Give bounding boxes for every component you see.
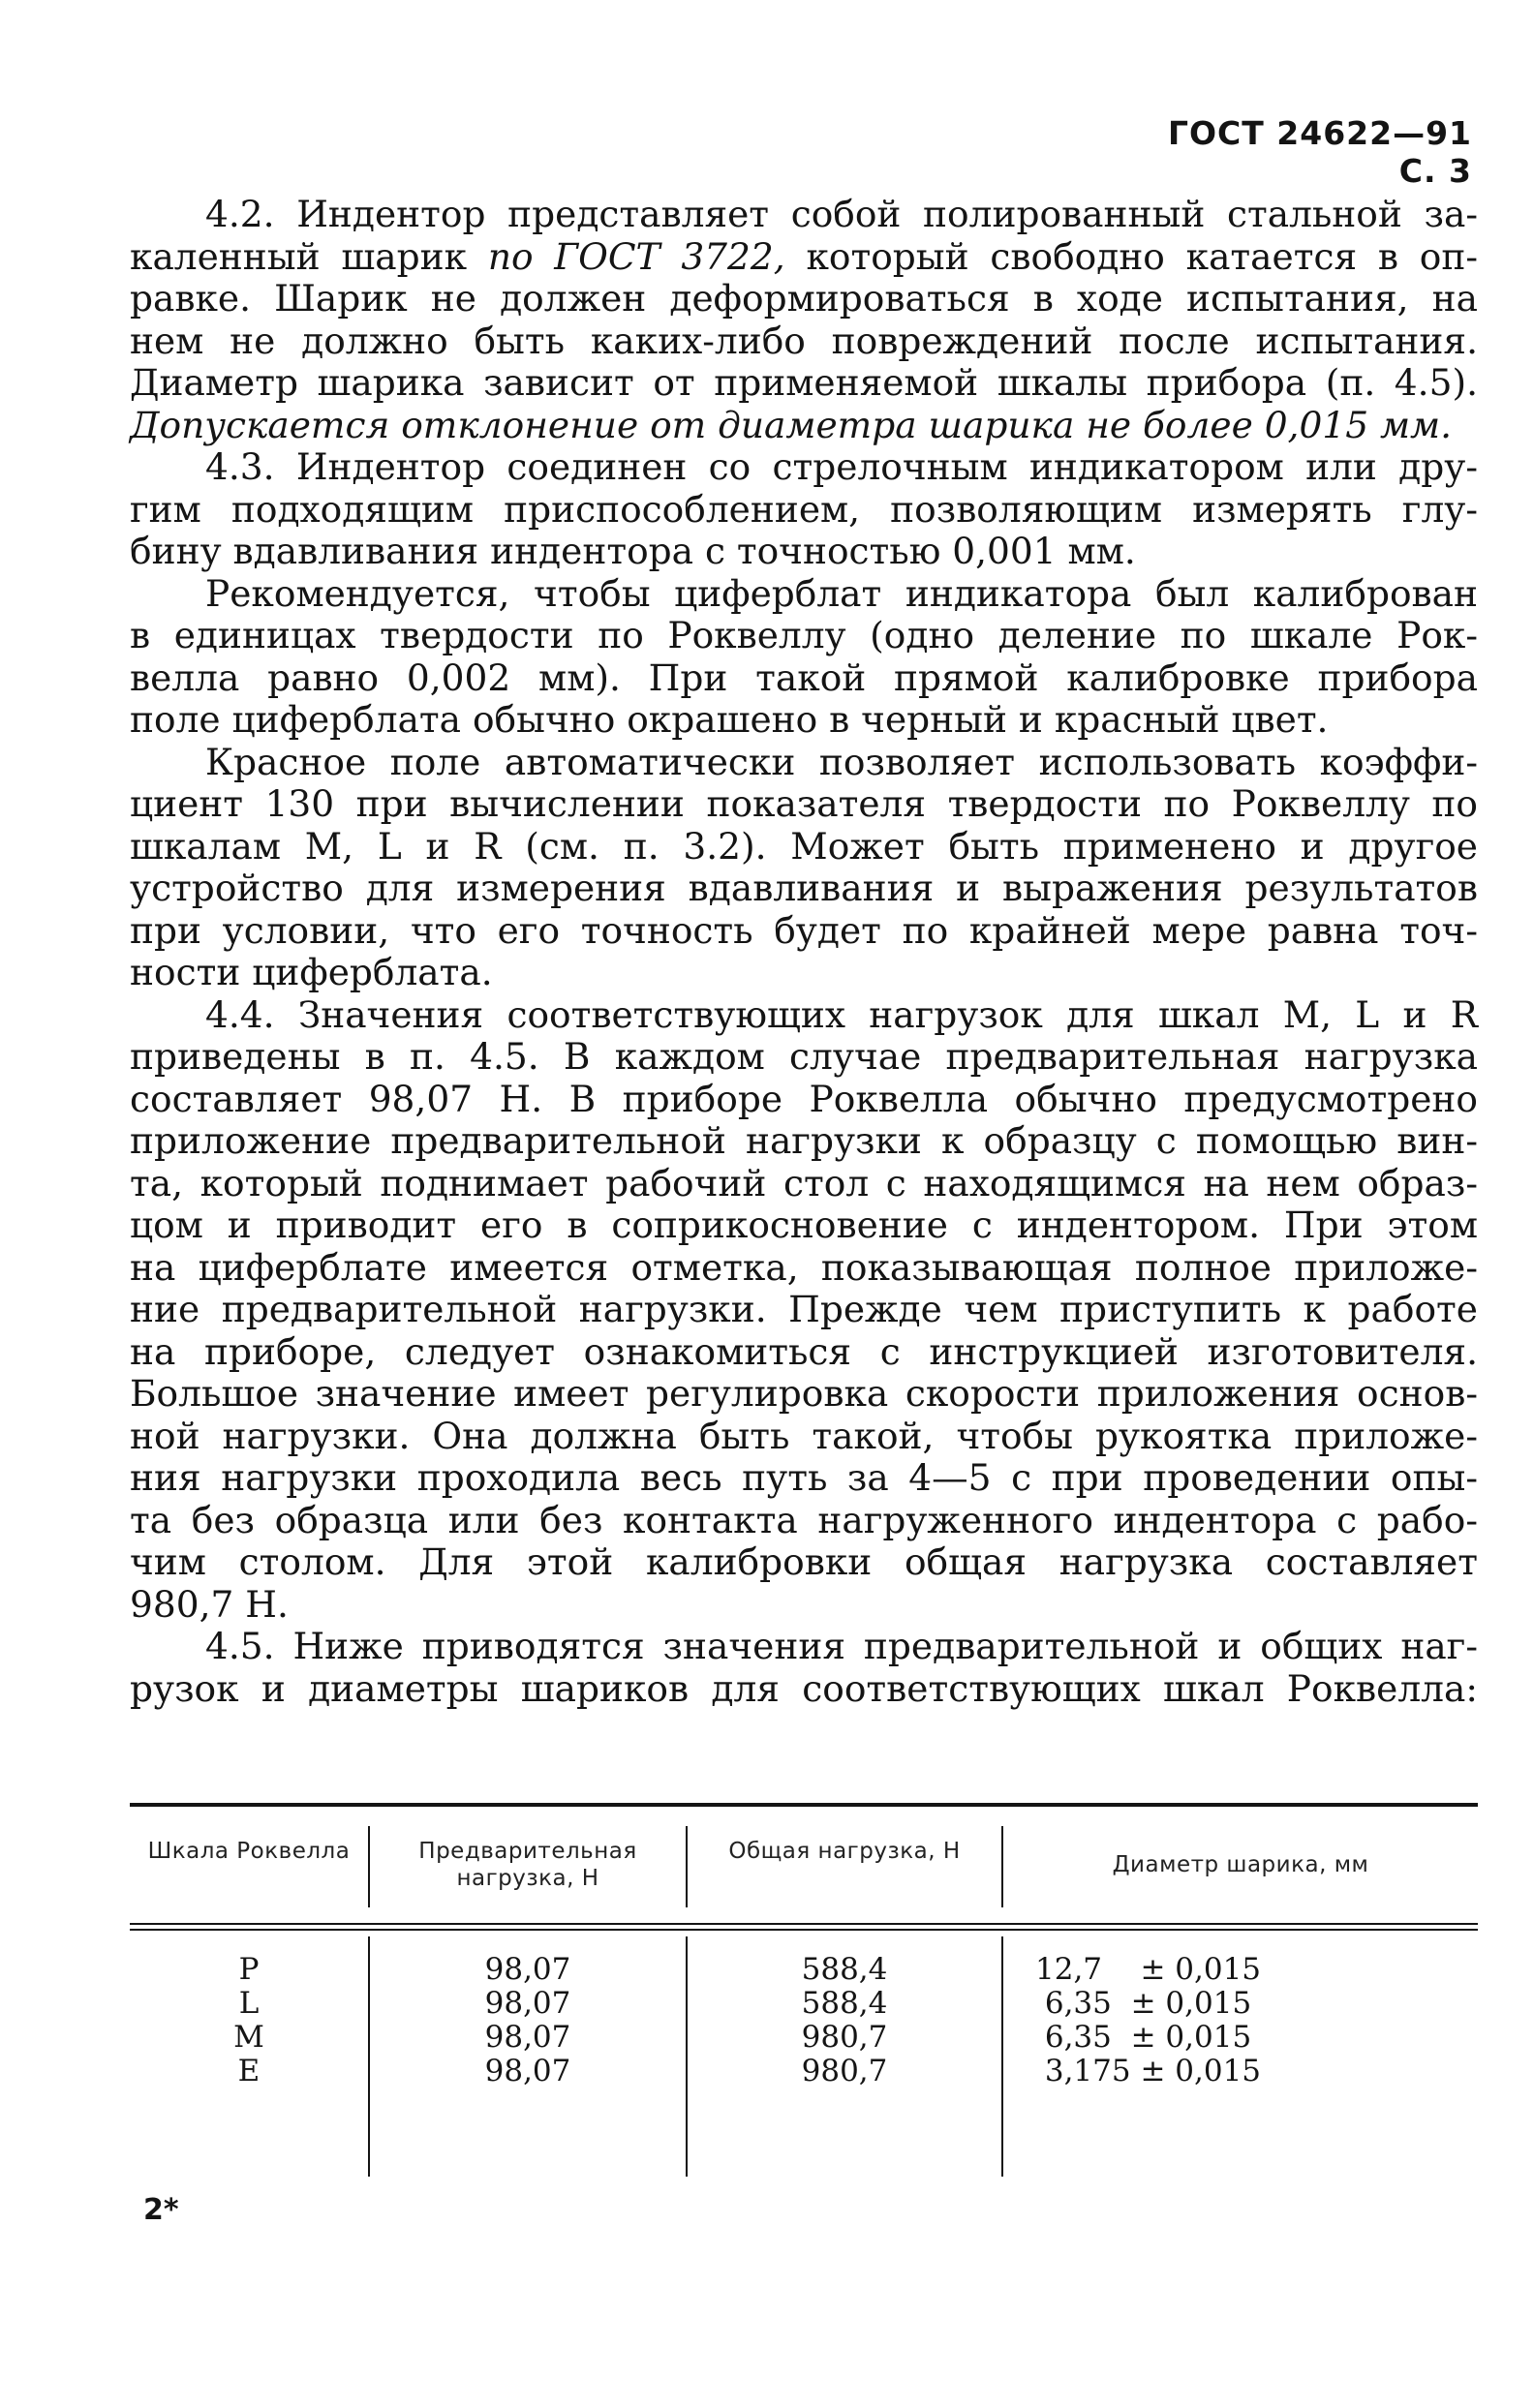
table-header-rule [130,1929,1478,1931]
text-line: каленный шарик по ГОСТ 3722, который свободно катается в оп- [130,234,1479,278]
text-line: поле циферблата обычно окрашено в черный и красный цвет. [130,698,1329,741]
text-line: шкалам M, L и R (см. п. 3.2). Может быть применено и другое [130,824,1478,868]
cell-total-load: 588,4 [801,1952,888,1987]
table-body [130,1953,1478,2088]
cell-preload: 98,07 [484,1952,571,1987]
cell-ball-diameter: 12,7 ± 0,015 [1035,1952,1262,1987]
text-line: в единицах твердости по Роквеллу (одно деление по шкале Рок- [130,614,1478,656]
text-line: гим подходящим приспособлением, позволяющим измерять глу- [130,487,1478,531]
text-line: 4.3. Индентор соединен со стрелочным индикатором или дру- [205,445,1478,488]
cell-preload: 98,07 [484,2054,571,2088]
text-line: приведены в п. 4.5. В каждом случае предварительная нагрузка [130,1035,1478,1078]
gost-reference: по ГОСТ 3722, [487,234,785,278]
cell-total-load: 980,7 [801,2054,888,2088]
header-preload: Предварительная нагрузка, Н [418,1839,637,1891]
cell-scale: P [238,1952,260,1987]
table-header-rule [130,1923,1478,1925]
text-line: рузок и диаметры шариков для соответствующих шкал Роквелла: [130,1666,1478,1710]
cell-total-load: 588,4 [801,1986,888,2021]
table-row [130,2021,1478,2055]
header-total-load: Общая нагрузка, Н [728,1839,961,1864]
text-line: ной нагрузки. Она должна быть такой, чтобы рукоятка приложе- [130,1414,1478,1457]
cell-ball-diameter: 6,35 ± 0,015 [1035,1986,1252,2021]
header-ball-diameter: Диаметр шарика, мм [1112,1852,1369,1877]
text-line: при условии, что его точность будет по крайней мере равна точ- [130,908,1478,952]
text-line: на приборе, следует ознакомиться с инструкцией изготовителя. [130,1329,1478,1373]
cell-preload: 98,07 [484,2020,571,2055]
text-line: Диаметр шарика зависит от применяемой шкалы прибора (п. 4.5). [130,361,1478,404]
text-line: циент 130 при вычислении показателя твердости по Роквеллу по [130,782,1478,825]
signature-mark: 2* [143,2193,179,2227]
table-row [130,1953,1478,1987]
text-line: Рекомендуется, чтобы циферблат индикатора был калиброван [205,571,1478,615]
cell-scale: L [238,1986,260,2021]
rockwell-scales-table [130,1803,1478,2180]
text-line: 4.4. Значения соответствующих нагрузок для шкал M, L и R [205,992,1478,1036]
text-line: 4.2. Индентор представляет собой полированный стальной за- [205,193,1478,235]
text-line-italic: Допускается отклонение от диаметра шарика не более 0,015 мм. [130,403,1453,446]
text-line: чим столом. Для этой калибровки общая нагрузка составляет [130,1540,1478,1583]
table-top-rule [130,1803,1478,1807]
text-line: ния нагрузки проходила весь путь за 4—5 с при проведении опы- [130,1456,1478,1499]
text-line: велла равно 0,002 мм). При такой прямой калибровке прибора [130,655,1478,699]
text-line: составляет 98,07 Н. В приборе Роквелла обычно предусмотрено [130,1077,1478,1120]
text-line: ние предварительной нагрузки. Прежде чем приступить к работе [130,1288,1478,1330]
text-line: нем не должно быть каких-либо повреждений после испытания. [130,319,1478,362]
text-line: равке. Шарик не должен деформироваться в ходе испытания, на [130,277,1478,320]
cell-ball-diameter: 3,175 ± 0,015 [1035,2054,1262,2088]
text-line: 980,7 Н. [130,1582,289,1626]
cell-scale: E [237,2054,261,2088]
text-line: Красное поле автоматически позволяет использовать коэффи- [205,740,1478,783]
text-line: та, который поднимает рабочий стол с находящимся на нем образ- [130,1161,1478,1204]
cell-total-load: 980,7 [801,2020,888,2055]
text-line: приложение предварительной нагрузки к образцу с помощью вин- [130,1119,1478,1162]
cell-preload: 98,07 [484,1986,571,2021]
cell-ball-diameter: 6,35 ± 0,015 [1035,2020,1252,2055]
text-line: Большое значение имеет регулировка скорости приложения основ- [130,1372,1478,1415]
text-line: на циферблате имеется отметка, показывающая полное приложе- [130,1245,1478,1289]
text-line: 4.5. Ниже приводятся значения предварительной и общих наг- [205,1625,1478,1667]
body-text [130,194,1478,1710]
text-line: бину вдавливания индентора с точностью 0,001 мм. [130,530,1136,572]
running-head: ГОСТ 24622—91 С. 3 [1167,114,1472,190]
text-line: ности циферблата. [130,951,493,993]
text-line: цом и приводит его в соприкосновение с индентором. При этом [130,1204,1478,1246]
text-line: устройство для измерения вдавливания и выражения результатов [130,867,1478,909]
header-scale: Шкала Роквелла [147,1839,351,1864]
table-row [130,2055,1478,2088]
text-line: та без образца или без контакта нагруженного индентора с рабо- [130,1498,1478,1541]
cell-scale: M [233,2020,264,2055]
table-row [130,1987,1478,2021]
